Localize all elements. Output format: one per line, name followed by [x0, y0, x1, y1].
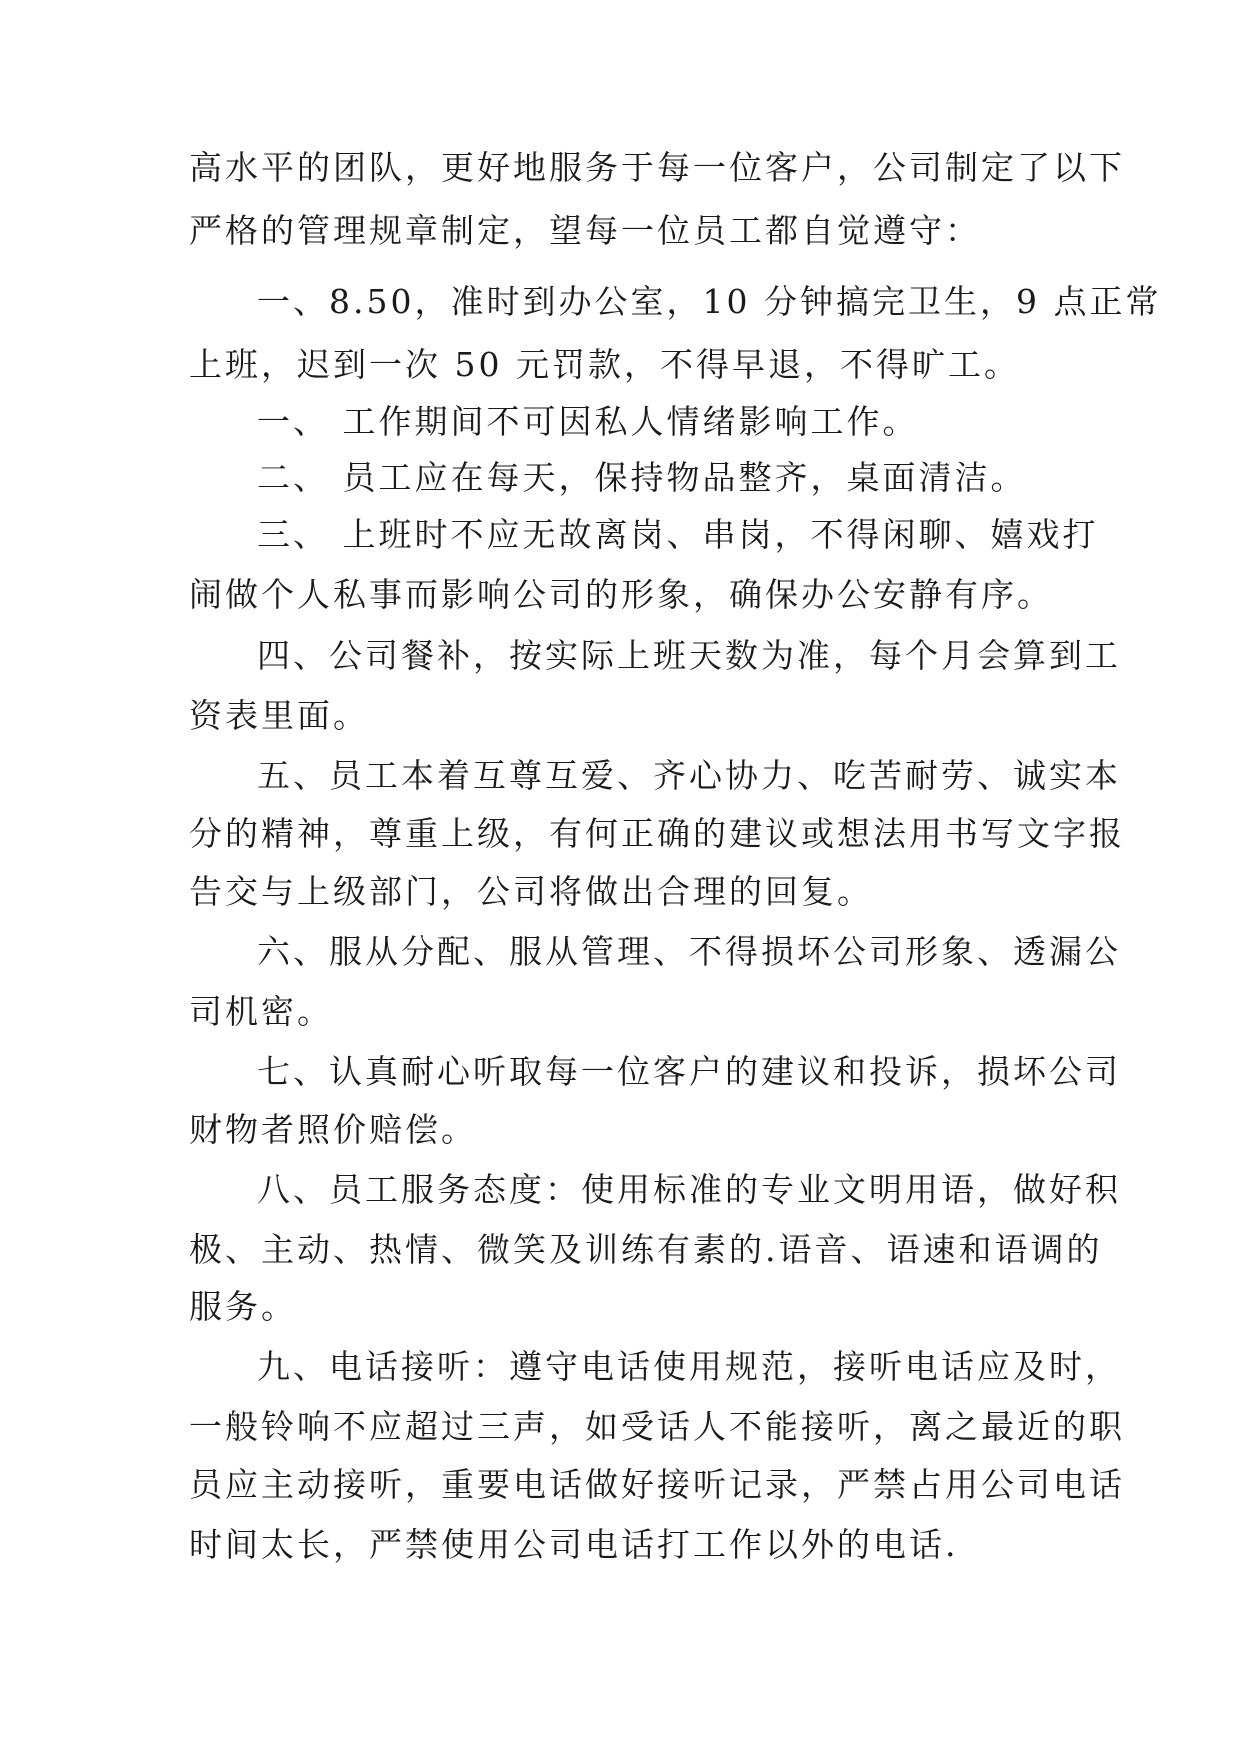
text-line: 分的精神，尊重上级，有何正确的建议或想法用书写文字报 [189, 814, 1125, 853]
text-line: 六、服从分配、服从管理、不得损坏公司形象、透漏公 [257, 932, 1121, 971]
text-line: 一般铃响不应超过三声，如受话人不能接听，离之最近的职 [189, 1407, 1125, 1446]
text-line: 三、 上班时不应无故离岗、串岗，不得闲聊、嬉戏打 [257, 515, 1099, 554]
text-line: 高水平的团队，更好地服务于每一位客户，公司制定了以下 [189, 148, 1125, 187]
text-line: 服务。 [189, 1287, 297, 1326]
text-line: 告交与上级部门，公司将做出合理的回复。 [189, 872, 873, 911]
text-line: 七、认真耐心听取每一位客户的建议和投诉，损坏公司 [257, 1052, 1121, 1091]
text-line: 一、 工作期间不可因私人情绪影响工作。 [257, 402, 919, 441]
text-line: 极、主动、热情、微笑及训练有素的.语音、语速和语调的 [189, 1230, 1103, 1269]
text-line: 五、员工本着互尊互爱、齐心协力、吃苦耐劳、诚实本 [257, 756, 1121, 795]
text-line: 闹做个人私事而影响公司的形象，确保办公安静有序。 [189, 575, 1053, 614]
text-line: 财物者照价赔偿。 [189, 1110, 477, 1149]
text-line: 严格的管理规章制定，望每一位员工都自觉遵守： [189, 211, 981, 250]
text-line: 员应主动接听，重要电话做好接听记录，严禁占用公司电话 [189, 1465, 1125, 1504]
text-line: 四、公司餐补，按实际上班天数为准，每个月会算到工 [257, 636, 1121, 675]
text-line: 上班，迟到一次 50 元罚款，不得早退，不得旷工。 [189, 345, 1020, 384]
text-line: 二、 员工应在每天，保持物品整齐，桌面清洁。 [257, 458, 1027, 497]
text-line: 司机密。 [189, 992, 333, 1031]
text-line: 资表里面。 [189, 696, 369, 735]
text-line: 时间太长，严禁使用公司电话打工作以外的电话. [189, 1525, 959, 1564]
text-line: 一、8.50，准时到办公室，10 分钟搞完卫生，9 点正常 [257, 282, 1162, 321]
text-line: 九、电话接听：遵守电话使用规范，接听电话应及时， [257, 1347, 1121, 1386]
text-line: 八、员工服务态度：使用标准的专业文明用语，做好积 [257, 1170, 1121, 1209]
